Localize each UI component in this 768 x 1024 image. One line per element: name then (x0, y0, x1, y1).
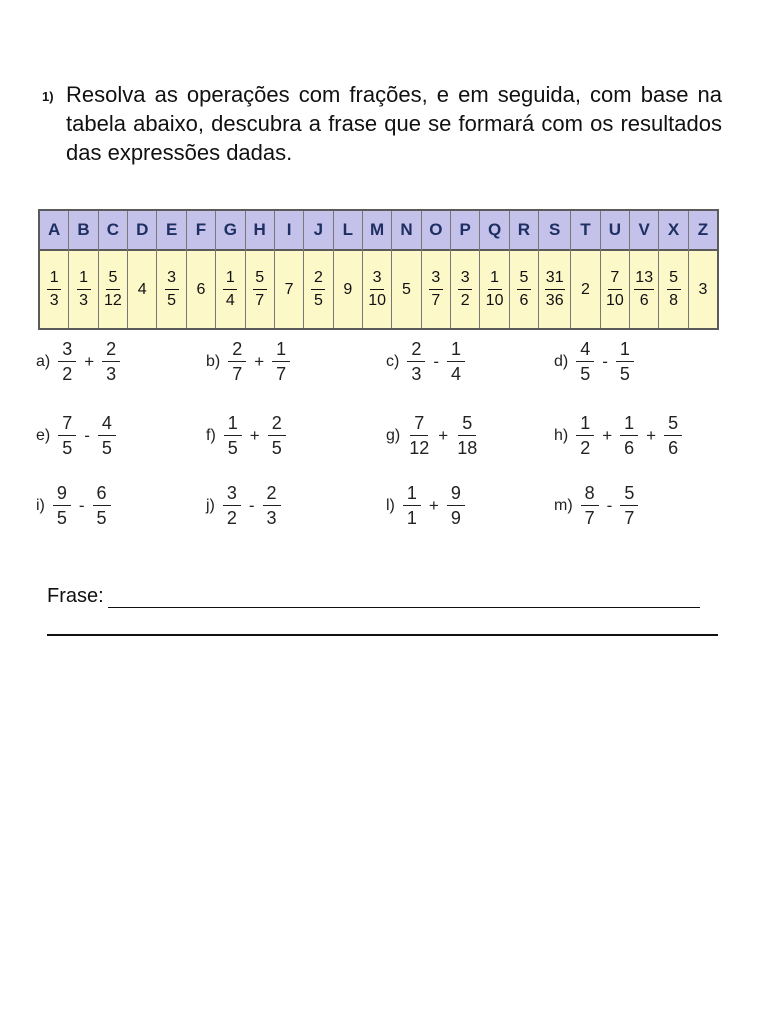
cipher-fraction (165, 270, 179, 309)
cipher-fraction (47, 270, 61, 309)
numerator: 2 (407, 340, 425, 362)
cipher-fraction (517, 270, 531, 309)
denominator: 7 (584, 508, 595, 528)
numerator: 1 (488, 270, 502, 290)
numerator: 1 (47, 270, 61, 290)
numerator: 31 (545, 270, 565, 290)
cipher-value (275, 251, 303, 328)
denominator: 2 (460, 292, 470, 309)
cipher-column (363, 211, 392, 328)
exercise-fraction (228, 340, 246, 383)
cipher-letter: D (128, 211, 156, 251)
cipher-value (99, 251, 127, 328)
cipher-column (659, 211, 688, 328)
denominator: 5 (167, 292, 177, 309)
exercise-label: i) (36, 496, 45, 514)
cipher-letter: Q (480, 211, 508, 251)
cipher-letter: I (275, 211, 303, 251)
denominator: 6 (639, 292, 649, 309)
cipher-value (630, 251, 658, 328)
cipher-column (304, 211, 333, 328)
denominator: 5 (56, 508, 67, 528)
denominator: 2 (580, 438, 591, 458)
numerator: 1 (272, 340, 290, 362)
denominator: 5 (580, 364, 591, 384)
exercise-label: c) (386, 352, 400, 370)
cipher-column (246, 211, 275, 328)
cipher-letter: Z (689, 211, 717, 251)
question-number: 1) (42, 89, 54, 104)
numerator: 6 (93, 484, 111, 506)
phrase-answer-line[interactable] (108, 587, 700, 608)
numerator: 7 (608, 270, 622, 290)
cipher-fraction (545, 270, 565, 309)
exercise-fraction (620, 414, 638, 457)
cipher-integer: 6 (196, 280, 206, 298)
cipher-column (69, 211, 98, 328)
exercise-fraction (98, 414, 116, 457)
denominator: 7 (431, 292, 441, 309)
operator: - (602, 351, 608, 371)
exercise-label: d) (554, 352, 569, 370)
numerator: 1 (224, 414, 242, 436)
cipher-fraction (367, 270, 387, 309)
exercise-fraction (456, 414, 478, 457)
cipher-value (216, 251, 244, 328)
exercise-fraction (102, 340, 120, 383)
cipher-value (128, 251, 156, 328)
numerator: 13 (634, 270, 654, 290)
cipher-fraction (605, 270, 625, 309)
cipher-letter: E (157, 211, 185, 251)
denominator: 4 (225, 292, 235, 309)
cipher-letter: V (630, 211, 658, 251)
cipher-column (451, 211, 480, 328)
denominator: 5 (96, 508, 107, 528)
cipher-value (539, 251, 570, 328)
numerator: 3 (223, 484, 241, 506)
cipher-fraction (485, 270, 505, 309)
exercise-item (386, 340, 465, 383)
cipher-letter: M (363, 211, 391, 251)
denominator: 9 (450, 508, 461, 528)
denominator: 3 (49, 292, 59, 309)
cipher-value (246, 251, 274, 328)
operator: - (433, 351, 439, 371)
operator: + (438, 425, 449, 445)
cipher-integer: 7 (284, 280, 294, 298)
cipher-value (601, 251, 629, 328)
cipher-value (392, 251, 420, 328)
cipher-letter: P (451, 211, 479, 251)
cipher-letter: H (246, 211, 274, 251)
exercise-fraction (223, 484, 241, 527)
cipher-value (689, 251, 717, 328)
exercise-item (554, 414, 682, 457)
cipher-integer: 4 (137, 280, 147, 298)
numerator: 2 (263, 484, 281, 506)
cipher-fraction (253, 270, 267, 309)
exercise-fraction (53, 484, 71, 527)
exercise-item (386, 414, 478, 457)
cipher-integer: 5 (402, 280, 411, 298)
exercise-fraction (447, 484, 465, 527)
exercise-fraction (272, 340, 290, 383)
cipher-letter: A (40, 211, 68, 251)
cipher-column (187, 211, 216, 328)
numerator: 1 (620, 414, 638, 436)
denominator: 7 (232, 364, 243, 384)
cipher-letter: J (304, 211, 332, 251)
cipher-value (659, 251, 687, 328)
cipher-value (480, 251, 508, 328)
cipher-integer: 3 (698, 280, 708, 298)
cipher-value (157, 251, 185, 328)
numerator: 3 (458, 270, 472, 290)
denominator: 10 (605, 292, 624, 309)
exercise-fraction (58, 340, 76, 383)
exercise-fraction (58, 414, 76, 457)
denominator: 3 (106, 364, 117, 384)
operator: + (84, 351, 95, 371)
exercise-label: l) (386, 496, 395, 514)
operator: - (606, 495, 613, 515)
numerator: 7 (58, 414, 76, 436)
question-text: Resolva as operações com frações, e em seguida, com base na tabela abaixo, descubra a frase que se formará com os resultados das expressões dadas. (66, 82, 722, 165)
numerator: 2 (311, 270, 325, 290)
numerator: 5 (620, 484, 638, 506)
operator: - (78, 495, 85, 515)
cipher-column (510, 211, 539, 328)
exercise-fraction (407, 340, 425, 383)
phrase-answer-line-2[interactable] (47, 634, 718, 636)
operator: + (254, 351, 265, 371)
cipher-value (422, 251, 450, 328)
denominator: 6 (519, 292, 529, 309)
cipher-column (689, 211, 717, 328)
numerator: 1 (616, 340, 634, 362)
operator: - (248, 495, 255, 515)
numerator: 1 (447, 340, 465, 362)
denominator: 5 (101, 438, 112, 458)
question-block (42, 80, 722, 167)
cipher-table (38, 209, 719, 330)
cipher-value (363, 251, 391, 328)
cipher-value (451, 251, 479, 328)
numerator: 5 (253, 270, 267, 290)
cipher-column (480, 211, 509, 328)
denominator: 5 (227, 438, 238, 458)
cipher-fraction (429, 270, 443, 309)
cipher-fraction (77, 270, 91, 309)
cipher-integer: 2 (581, 280, 590, 298)
numerator: 3 (165, 270, 179, 290)
cipher-value (69, 251, 97, 328)
denominator: 7 (255, 292, 265, 309)
cipher-value (510, 251, 538, 328)
cipher-letter: L (334, 211, 362, 251)
cipher-column (422, 211, 451, 328)
denominator: 7 (276, 364, 287, 384)
numerator: 3 (429, 270, 443, 290)
numerator: 4 (98, 414, 116, 436)
exercise-label: g) (386, 426, 401, 444)
numerator: 5 (664, 414, 682, 436)
denominator: 5 (619, 364, 630, 384)
cipher-value (304, 251, 332, 328)
numerator: 5 (106, 270, 120, 290)
numerator: 9 (53, 484, 71, 506)
cipher-letter: B (69, 211, 97, 251)
cipher-column (99, 211, 128, 328)
phrase-label: Frase: (47, 585, 104, 607)
denominator: 10 (485, 292, 504, 309)
exercise-label: e) (36, 426, 51, 444)
exercise-fraction (224, 414, 242, 457)
denominator: 7 (624, 508, 635, 528)
cipher-column (216, 211, 245, 328)
exercise-fraction (620, 484, 638, 527)
exercise-fraction (447, 340, 465, 383)
cipher-column (275, 211, 304, 328)
numerator: 3 (58, 340, 76, 362)
exercise-fraction (581, 484, 599, 527)
cipher-column (571, 211, 600, 328)
denominator: 8 (669, 292, 678, 309)
denominator: 5 (313, 292, 323, 309)
exercise-item (206, 414, 286, 457)
phrase-area (47, 585, 700, 608)
exercise-fraction (268, 414, 286, 457)
numerator: 9 (447, 484, 465, 506)
cipher-fraction (458, 270, 472, 309)
exercise-fraction (576, 414, 594, 457)
cipher-fraction (667, 270, 681, 309)
exercise-fraction (616, 340, 634, 383)
cipher-letter: R (510, 211, 538, 251)
denominator: 3 (411, 364, 422, 384)
numerator: 1 (576, 414, 594, 436)
numerator: 5 (667, 270, 681, 290)
exercise-label: a) (36, 352, 51, 370)
cipher-column (630, 211, 659, 328)
cipher-letter: U (601, 211, 629, 251)
denominator: 12 (104, 292, 122, 309)
numerator: 1 (77, 270, 91, 290)
cipher-column (40, 211, 69, 328)
cipher-letter: C (99, 211, 127, 251)
exercise-label: j) (206, 496, 215, 514)
exercise-fraction (93, 484, 111, 527)
denominator: 1 (406, 508, 417, 528)
cipher-letter: O (422, 211, 450, 251)
denominator: 3 (79, 292, 88, 309)
exercise-item (554, 484, 638, 527)
cipher-column (539, 211, 571, 328)
exercise-item (554, 340, 634, 383)
numerator: 2 (228, 340, 246, 362)
exercise-fraction (576, 340, 594, 383)
numerator: 1 (223, 270, 237, 290)
numerator: 8 (581, 484, 599, 506)
operator: + (428, 495, 439, 515)
denominator: 6 (668, 438, 679, 458)
cipher-letter: X (659, 211, 687, 251)
cipher-fraction (634, 270, 654, 309)
exercise-item (36, 484, 111, 527)
cipher-fraction (103, 270, 123, 309)
cipher-value (571, 251, 599, 328)
exercise-label: m) (554, 496, 573, 514)
cipher-column (601, 211, 630, 328)
cipher-value (187, 251, 215, 328)
cipher-fraction (223, 270, 237, 309)
exercise-item (206, 340, 290, 383)
denominator: 18 (457, 438, 478, 458)
numerator: 7 (410, 414, 428, 436)
operator: + (249, 425, 260, 445)
exercise-item (36, 340, 120, 383)
numerator: 1 (403, 484, 421, 506)
cipher-column (392, 211, 421, 328)
cipher-letter: S (539, 211, 570, 251)
cipher-integer: 9 (343, 280, 353, 298)
denominator: 2 (62, 364, 73, 384)
exercise-fraction (664, 414, 682, 457)
denominator: 2 (226, 508, 237, 528)
denominator: 3 (266, 508, 277, 528)
exercise-item (386, 484, 465, 527)
denominator: 6 (624, 438, 635, 458)
numerator: 5 (517, 270, 531, 290)
cipher-letter: N (392, 211, 420, 251)
denominator: 5 (62, 438, 73, 458)
cipher-fraction (311, 270, 325, 309)
cipher-value (40, 251, 68, 328)
operator: + (646, 425, 657, 445)
cipher-column (128, 211, 157, 328)
numerator: 5 (458, 414, 476, 436)
numerator: 2 (268, 414, 286, 436)
cipher-column (157, 211, 186, 328)
exercise-fraction (403, 484, 421, 527)
numerator: 3 (370, 270, 384, 290)
exercise-label: b) (206, 352, 221, 370)
operator: - (84, 425, 90, 445)
denominator: 10 (368, 292, 387, 309)
exercise-item (206, 484, 281, 527)
denominator: 12 (409, 438, 430, 458)
cipher-column (334, 211, 363, 328)
denominator: 4 (450, 364, 461, 384)
cipher-letter: F (187, 211, 215, 251)
exercise-fraction (263, 484, 281, 527)
denominator: 5 (271, 438, 282, 458)
cipher-value (334, 251, 362, 328)
operator: + (602, 425, 613, 445)
exercise-label: h) (554, 426, 569, 444)
denominator: 36 (545, 292, 564, 309)
cipher-letter: G (216, 211, 244, 251)
numerator: 2 (102, 340, 120, 362)
numerator: 4 (576, 340, 594, 362)
cipher-letter: T (571, 211, 599, 251)
exercise-fraction (408, 414, 430, 457)
exercise-label: f) (206, 426, 216, 444)
exercise-item (36, 414, 116, 457)
